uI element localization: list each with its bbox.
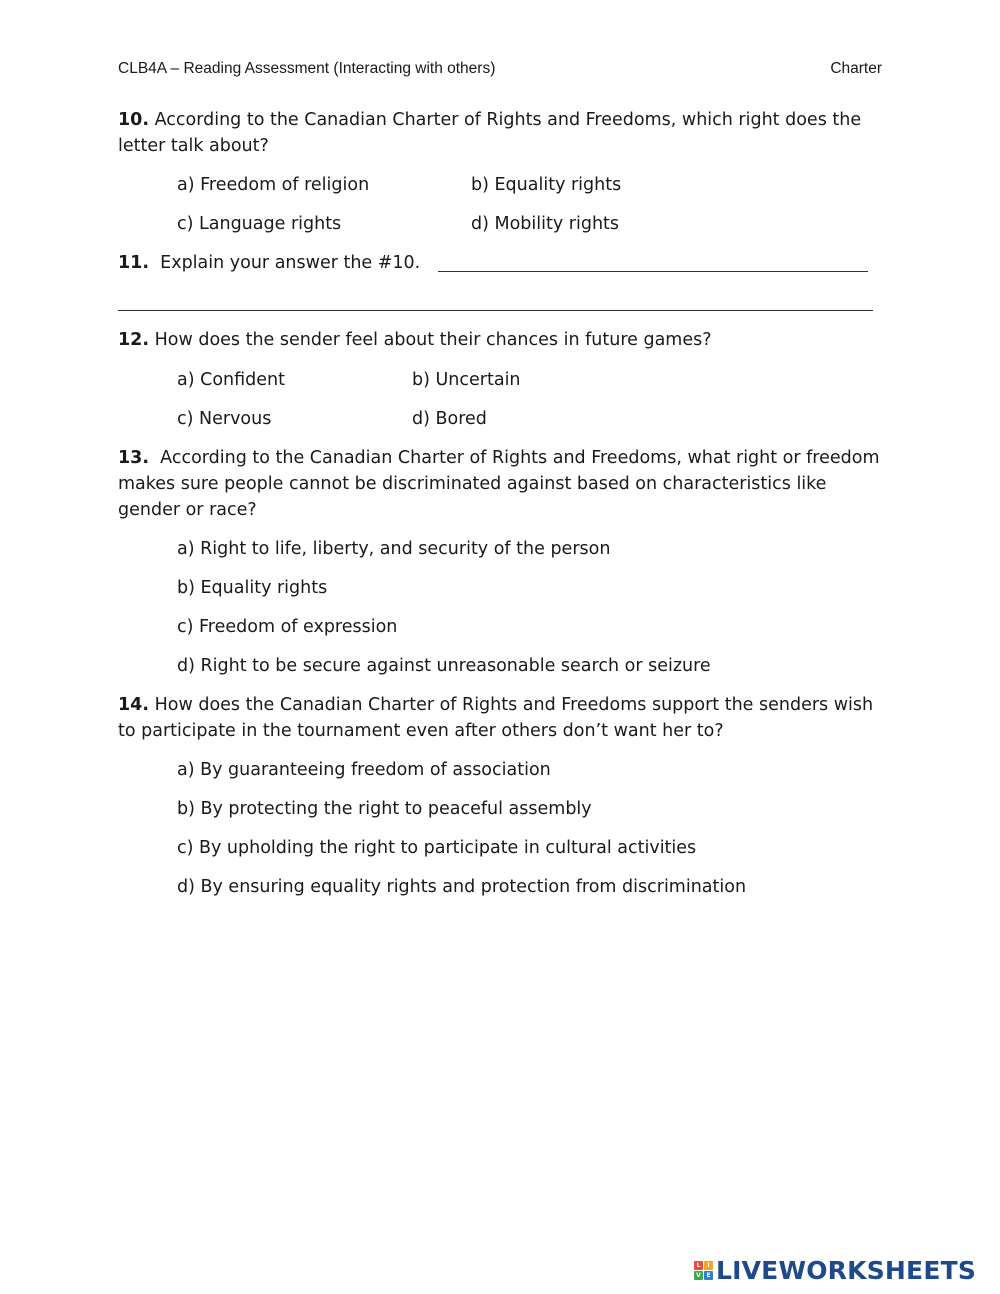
option-12c[interactable]: c) Nervous bbox=[177, 409, 272, 429]
header-title: CLB4A – Reading Assessment (Interacting with others) bbox=[118, 60, 496, 77]
option-10c[interactable]: c) Language rights bbox=[177, 214, 342, 234]
option-12a[interactable]: a) Confident bbox=[177, 370, 285, 390]
question-text: According to the Canadian Charter of Rights and Freedoms, which right does the letter talk about? bbox=[118, 110, 862, 156]
option-10d[interactable]: d) Mobility rights bbox=[471, 214, 620, 234]
question-number: 10. bbox=[118, 110, 150, 130]
option-12d[interactable]: d) Bored bbox=[412, 409, 487, 429]
logo-text: LIVEWORKSHEETS bbox=[716, 1255, 977, 1285]
question-number: 12. bbox=[118, 330, 150, 350]
logo-mark-i: I bbox=[704, 1261, 713, 1270]
question-number: 13. bbox=[118, 448, 150, 468]
answer-line-1[interactable] bbox=[438, 271, 868, 272]
option-14d[interactable]: d) By ensuring equality rights and protection from discrimination bbox=[177, 877, 747, 897]
question-13 bbox=[118, 445, 888, 523]
logo-mark-l: L bbox=[694, 1261, 703, 1270]
option-10b[interactable]: b) Equality rights bbox=[471, 175, 622, 195]
question-number: 11. bbox=[118, 253, 150, 273]
header-topic: Charter bbox=[830, 60, 882, 77]
question-10 bbox=[118, 107, 888, 159]
liveworksheets-logo[interactable] bbox=[694, 1256, 976, 1284]
question-number: 14. bbox=[118, 695, 150, 715]
answer-line-2[interactable] bbox=[118, 310, 873, 311]
option-10a[interactable]: a) Freedom of religion bbox=[177, 175, 370, 195]
question-11 bbox=[118, 250, 438, 276]
option-12b[interactable]: b) Uncertain bbox=[412, 370, 521, 390]
option-13a[interactable]: a) Right to life, liberty, and security of the person bbox=[177, 539, 611, 559]
option-13d[interactable]: d) Right to be secure against unreasonable search or seizure bbox=[177, 656, 711, 676]
option-14a[interactable]: a) By guaranteeing freedom of association bbox=[177, 760, 551, 780]
question-12 bbox=[118, 327, 888, 353]
question-14 bbox=[118, 692, 888, 744]
option-14c[interactable]: c) By upholding the right to participate in cultural activities bbox=[177, 838, 697, 858]
option-13c[interactable]: c) Freedom of expression bbox=[177, 617, 398, 637]
logo-mark-icon bbox=[694, 1261, 713, 1280]
option-13b[interactable]: b) Equality rights bbox=[177, 578, 328, 598]
logo-mark-v: V bbox=[694, 1271, 703, 1280]
logo-mark-e: E bbox=[704, 1271, 713, 1280]
question-text: Explain your answer the #10. bbox=[160, 253, 421, 273]
question-text: How does the Canadian Charter of Rights and Freedoms support the senders wish to participate in the tournament even after others don’t want her to? bbox=[118, 695, 874, 741]
option-14b[interactable]: b) By protecting the right to peaceful assembly bbox=[177, 799, 592, 819]
question-text: How does the sender feel about their chances in future games? bbox=[154, 330, 712, 350]
question-text: According to the Canadian Charter of Rights and Freedoms, what right or freedom makes sure people cannot be discriminated against based on characteristics like gender or race? bbox=[118, 448, 880, 520]
